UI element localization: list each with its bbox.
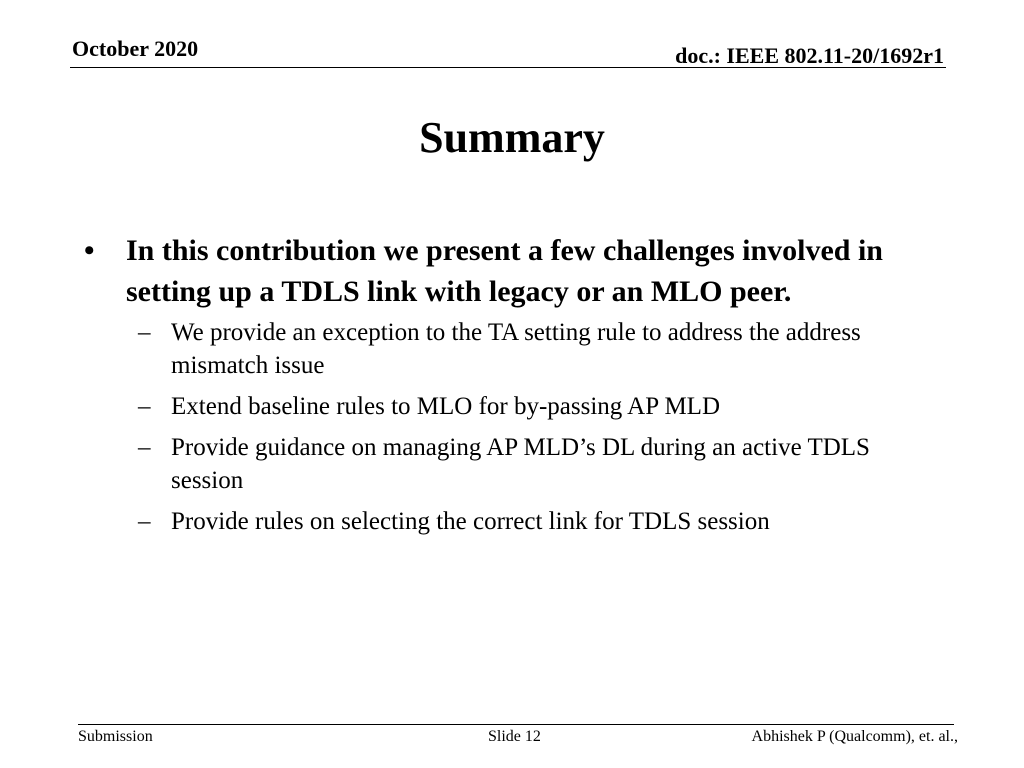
dash-marker: –	[138, 434, 151, 461]
header-divider	[70, 67, 946, 68]
slide-body	[84, 230, 924, 546]
sub-bullet	[84, 390, 911, 423]
sub-bullet	[84, 505, 911, 538]
slide-title: Summary	[419, 113, 605, 162]
bullet-marker: •	[84, 234, 95, 267]
sub-bullet-list	[84, 316, 924, 538]
footer-slide-number: Slide 12	[488, 728, 541, 745]
sub-bullet	[84, 316, 911, 382]
main-bullet-text: In this contribution we present a few challenges involved in setting up a TDLS link with legacy or an MLO peer.	[126, 234, 883, 308]
dash-marker: –	[138, 508, 151, 535]
sub-bullet	[84, 431, 911, 497]
dash-marker: –	[138, 393, 151, 420]
header-doc-id: doc.: IEEE 802.11-20/1692r1	[675, 43, 944, 68]
dash-marker: –	[138, 319, 151, 346]
header-date: October 2020	[72, 36, 199, 61]
footer-submission: Submission	[78, 728, 153, 745]
footer-divider	[78, 724, 954, 725]
sub-bullet-text: Provide guidance on managing AP MLD’s DL during an active TDLS session	[171, 434, 870, 494]
footer-author: Abhishek P (Qualcomm), et. al.,	[751, 728, 958, 745]
sub-bullet-text: We provide an exception to the TA setting rule to address the address mismatch issue	[171, 319, 861, 379]
main-bullet	[84, 230, 924, 312]
sub-bullet-text: Extend baseline rules to MLO for by-passing AP MLD	[171, 393, 720, 420]
sub-bullet-text: Provide rules on selecting the correct link for TDLS session	[171, 508, 770, 535]
